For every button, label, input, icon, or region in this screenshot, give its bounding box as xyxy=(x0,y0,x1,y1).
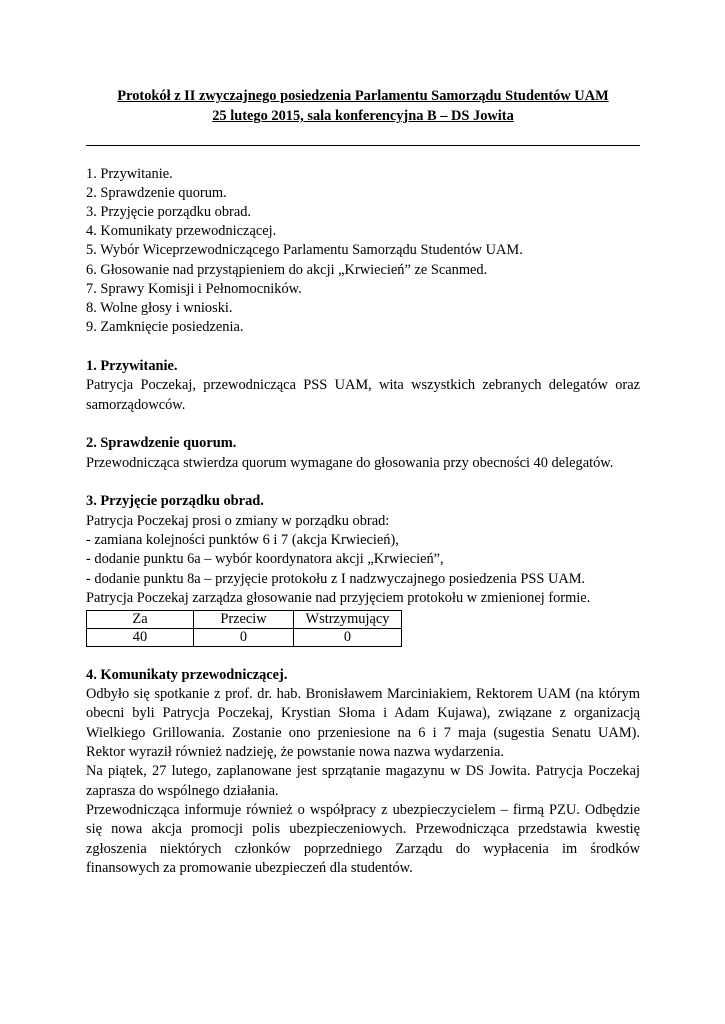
section-heading: 3. Przyjęcie porządku obrad. xyxy=(86,493,264,509)
section-text-line: Przewodnicząca informuje również o współpracy z ubezpieczycielem – firmą PZU. Odbędzie xyxy=(86,802,640,818)
vote-table xyxy=(86,610,402,647)
agenda-item: 7. Sprawy Komisji i Pełnomocników. xyxy=(86,281,302,297)
section-heading: 2. Sprawdzenie quorum. xyxy=(86,435,237,451)
document-subtitle: 25 lutego 2015, sala konferencyjna B – DS Jowita xyxy=(212,108,514,124)
agenda-item: 6. Głosowanie nad przystąpieniem do akcji „Krwiecień” ze Scanmed. xyxy=(86,262,488,278)
agenda-item: 2. Sprawdzenie quorum. xyxy=(86,185,227,201)
vote-header-przeciw: Przeciw xyxy=(194,611,294,629)
agenda-item: 4. Komunikaty przewodniczącej. xyxy=(86,223,277,239)
agenda-item: 8. Wolne głosy i wnioski. xyxy=(86,300,233,316)
section-text-line: samorządowców. xyxy=(86,397,186,413)
section-text-line: zaprasza do wspólnego działania. xyxy=(86,783,279,799)
vote-value-wstrzymujacy: 0 xyxy=(294,629,402,647)
section-text-line: Patrycja Poczekaj prosi o zmiany w porządku obrad: xyxy=(86,513,390,529)
section-text-line: - dodanie punktu 8a – przyjęcie protokołu z I nadzwyczajnego posiedzenia PSS UAM. xyxy=(86,571,586,587)
section-text-line: - zamiana kolejności punktów 6 i 7 (akcja Krwiecień), xyxy=(86,532,399,548)
section-text-line: Odbyło się spotkanie z prof. dr. hab. Bronisławem Marciniakiem, Rektorem UAM (na którym xyxy=(86,686,640,702)
section-heading: 4. Komunikaty przewodniczącej. xyxy=(86,667,288,683)
section-text-line: Na piątek, 27 lutego, zaplanowane jest sprzątanie magazynu w DS Jowita. Patrycja Poczekaj xyxy=(86,763,640,779)
agenda-item: 1. Przywitanie. xyxy=(86,166,173,182)
section-text-line: zgłoszenia niektórych członków poprzedniego Zarządu do wypłacenia im środków xyxy=(86,841,640,857)
section-text-line: obecni byli Patrycja Poczekaj, Krystian Słoma i Adam Kujawa), związane z organizacją xyxy=(86,705,640,721)
vote-table-value-row xyxy=(87,629,402,647)
vote-table-header-row xyxy=(87,611,402,629)
agenda-item: 9. Zamknięcie posiedzenia. xyxy=(86,319,244,335)
agenda-item: 5. Wybór Wiceprzewodniczącego Parlamentu Samorządu Studentów UAM. xyxy=(86,242,523,258)
section-text-line: finansowych za promowanie ubezpieczeń dla studentów. xyxy=(86,860,413,876)
title-divider xyxy=(86,145,640,146)
agenda-item: 3. Przyjęcie porządku obrad. xyxy=(86,204,252,220)
vote-value-przeciw: 0 xyxy=(194,629,294,647)
section-text-line: Patrycja Poczekaj zarządza głosowanie nad przyjęciem protokołu w zmienionej formie. xyxy=(86,590,591,606)
section-text-line: Rektor wyraził również nadzieję, że powstanie nowa nazwa wydarzenia. xyxy=(86,744,504,760)
vote-header-za: Za xyxy=(87,611,194,629)
vote-header-wstrzymujacy: Wstrzymujący xyxy=(294,611,402,629)
section-text-line: - dodanie punktu 6a – wybór koordynatora akcji „Krwiecień”, xyxy=(86,551,444,567)
vote-value-za: 40 xyxy=(87,629,194,647)
section-text-line: Patrycja Poczekaj, przewodnicząca PSS UAM, wita wszystkich zebranych delegatów oraz xyxy=(86,377,640,393)
section-text-line: Wielkiego Grillowania. Zostanie ono przeniesione na 6 i 7 maja (sugestia Senatu UAM). xyxy=(86,725,640,741)
document-title: Protokół z II zwyczajnego posiedzenia Parlamentu Samorządu Studentów UAM xyxy=(117,88,609,104)
section-text-line: Przewodnicząca stwierdza quorum wymagane do głosowania przy obecności 40 delegatów. xyxy=(86,455,614,471)
section-heading: 1. Przywitanie. xyxy=(86,358,178,374)
section-text-line: się nowa akcja promocji polis ubezpieczeniowych. Przewodnicząca przedstawia kwestię xyxy=(86,821,640,837)
